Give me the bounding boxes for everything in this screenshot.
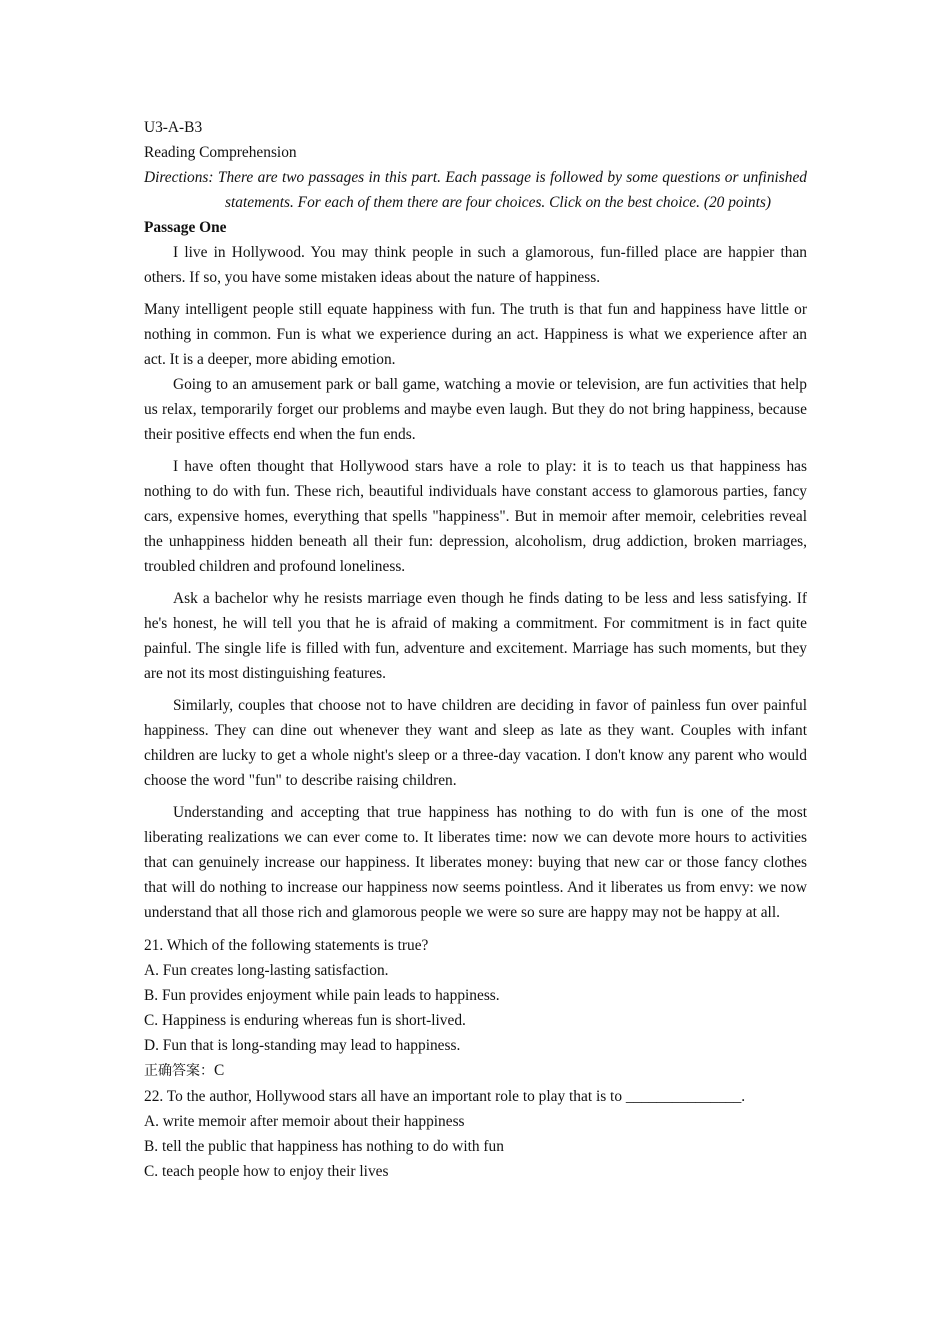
option-b[interactable]: B. tell the public that happiness has nothing to do with fun bbox=[144, 1138, 504, 1155]
option-a[interactable]: A. Fun creates long-lasting satisfaction. bbox=[144, 962, 389, 979]
passage-title: Passage One bbox=[144, 219, 227, 236]
question-22 bbox=[144, 1084, 807, 1184]
question-21 bbox=[144, 933, 807, 1084]
directions-text: Directions: There are two passages in this part. Each passage is followed by some questions or unfinished statements. For each of them there are four choices. Click on the best choice. (20 points) bbox=[144, 169, 807, 211]
passage-paragraph: Ask a bachelor why he resists marriage even though he finds dating to be less and less satisfying. If he's honest, he will tell you that he is afraid of making a commitment. For commitment is in fact quite painful. The single life is filled with fun, adventure and excitement. Marriage has such moments, but they are not its most distinguishing features. bbox=[144, 590, 807, 682]
passage-paragraph: I have often thought that Hollywood stars have a role to play: it is to teach us that happiness has nothing to do with fun. These rich, beautiful individuals have constant access to glamorous parties, fancy cars, expensive homes, everything that spells "happiness". But in memoir after memoir, celebrities reveal the unhappiness hidden beneath all their fun: depression, alcoholism, drug addiction, broken marriages, troubled children and profound loneliness. bbox=[144, 458, 807, 575]
correct-answer-value: C bbox=[214, 1062, 225, 1079]
question-stem: 22. To the author, Hollywood stars all have an important role to play that is to _______________. bbox=[144, 1088, 746, 1105]
option-d[interactable]: D. Fun that is long-standing may lead to happiness. bbox=[144, 1037, 461, 1054]
question-stem: 21. Which of the following statements is true? bbox=[144, 937, 429, 954]
correct-answer-label: 正确答案： bbox=[144, 1063, 214, 1079]
passage-paragraph: Understanding and accepting that true happiness has nothing to do with fun is one of the most liberating realizations we can ever come to. It liberates time: now we can devote more hours to activities that can genuinely increase our happiness. It liberates money: buying that new car or those fancy clothes that will do nothing to increase our happiness now seems pointless. And it liberates us from envy: we now understand that all those rich and glamorous people we were so sure are happy may not be happy at all. bbox=[144, 804, 807, 921]
passage-paragraph: Similarly, couples that choose not to have children are deciding in favor of painless fun over painful happiness. They can dine out whenever they want and sleep as late as they want. Couples with infant children are lucky to get a whole night's sleep or a three-day vacation. I don't know any parent who would choose the word "fun" to describe raising children. bbox=[144, 697, 807, 789]
passage-paragraph: Many intelligent people still equate happiness with fun. The truth is that fun and happiness have little or nothing in common. Fun is what we experience during an act. Happiness is what we experience after an act. It is a deeper, more abiding emotion. bbox=[144, 301, 807, 368]
document-page bbox=[144, 115, 807, 1184]
option-c[interactable]: C. Happiness is enduring whereas fun is short-lived. bbox=[144, 1012, 466, 1029]
option-b[interactable]: B. Fun provides enjoyment while pain leads to happiness. bbox=[144, 987, 500, 1004]
unit-code: U3-A-B3 bbox=[144, 119, 203, 136]
passage-paragraph: Going to an amusement park or ball game, watching a movie or television, are fun activities that help us relax, temporarily forget our problems and maybe even laugh. But they do not bring happiness, because their positive effects end when the fun ends. bbox=[144, 376, 807, 443]
correct-answer bbox=[144, 1058, 807, 1084]
option-c[interactable]: C. teach people how to enjoy their lives bbox=[144, 1163, 389, 1180]
option-a[interactable]: A. write memoir after memoir about their happiness bbox=[144, 1113, 465, 1130]
passage-paragraph: I live in Hollywood. You may think people in such a glamorous, fun-filled place are happier than others. If so, you have some mistaken ideas about the nature of happiness. bbox=[144, 244, 807, 286]
section-title: Reading Comprehension bbox=[144, 144, 297, 161]
